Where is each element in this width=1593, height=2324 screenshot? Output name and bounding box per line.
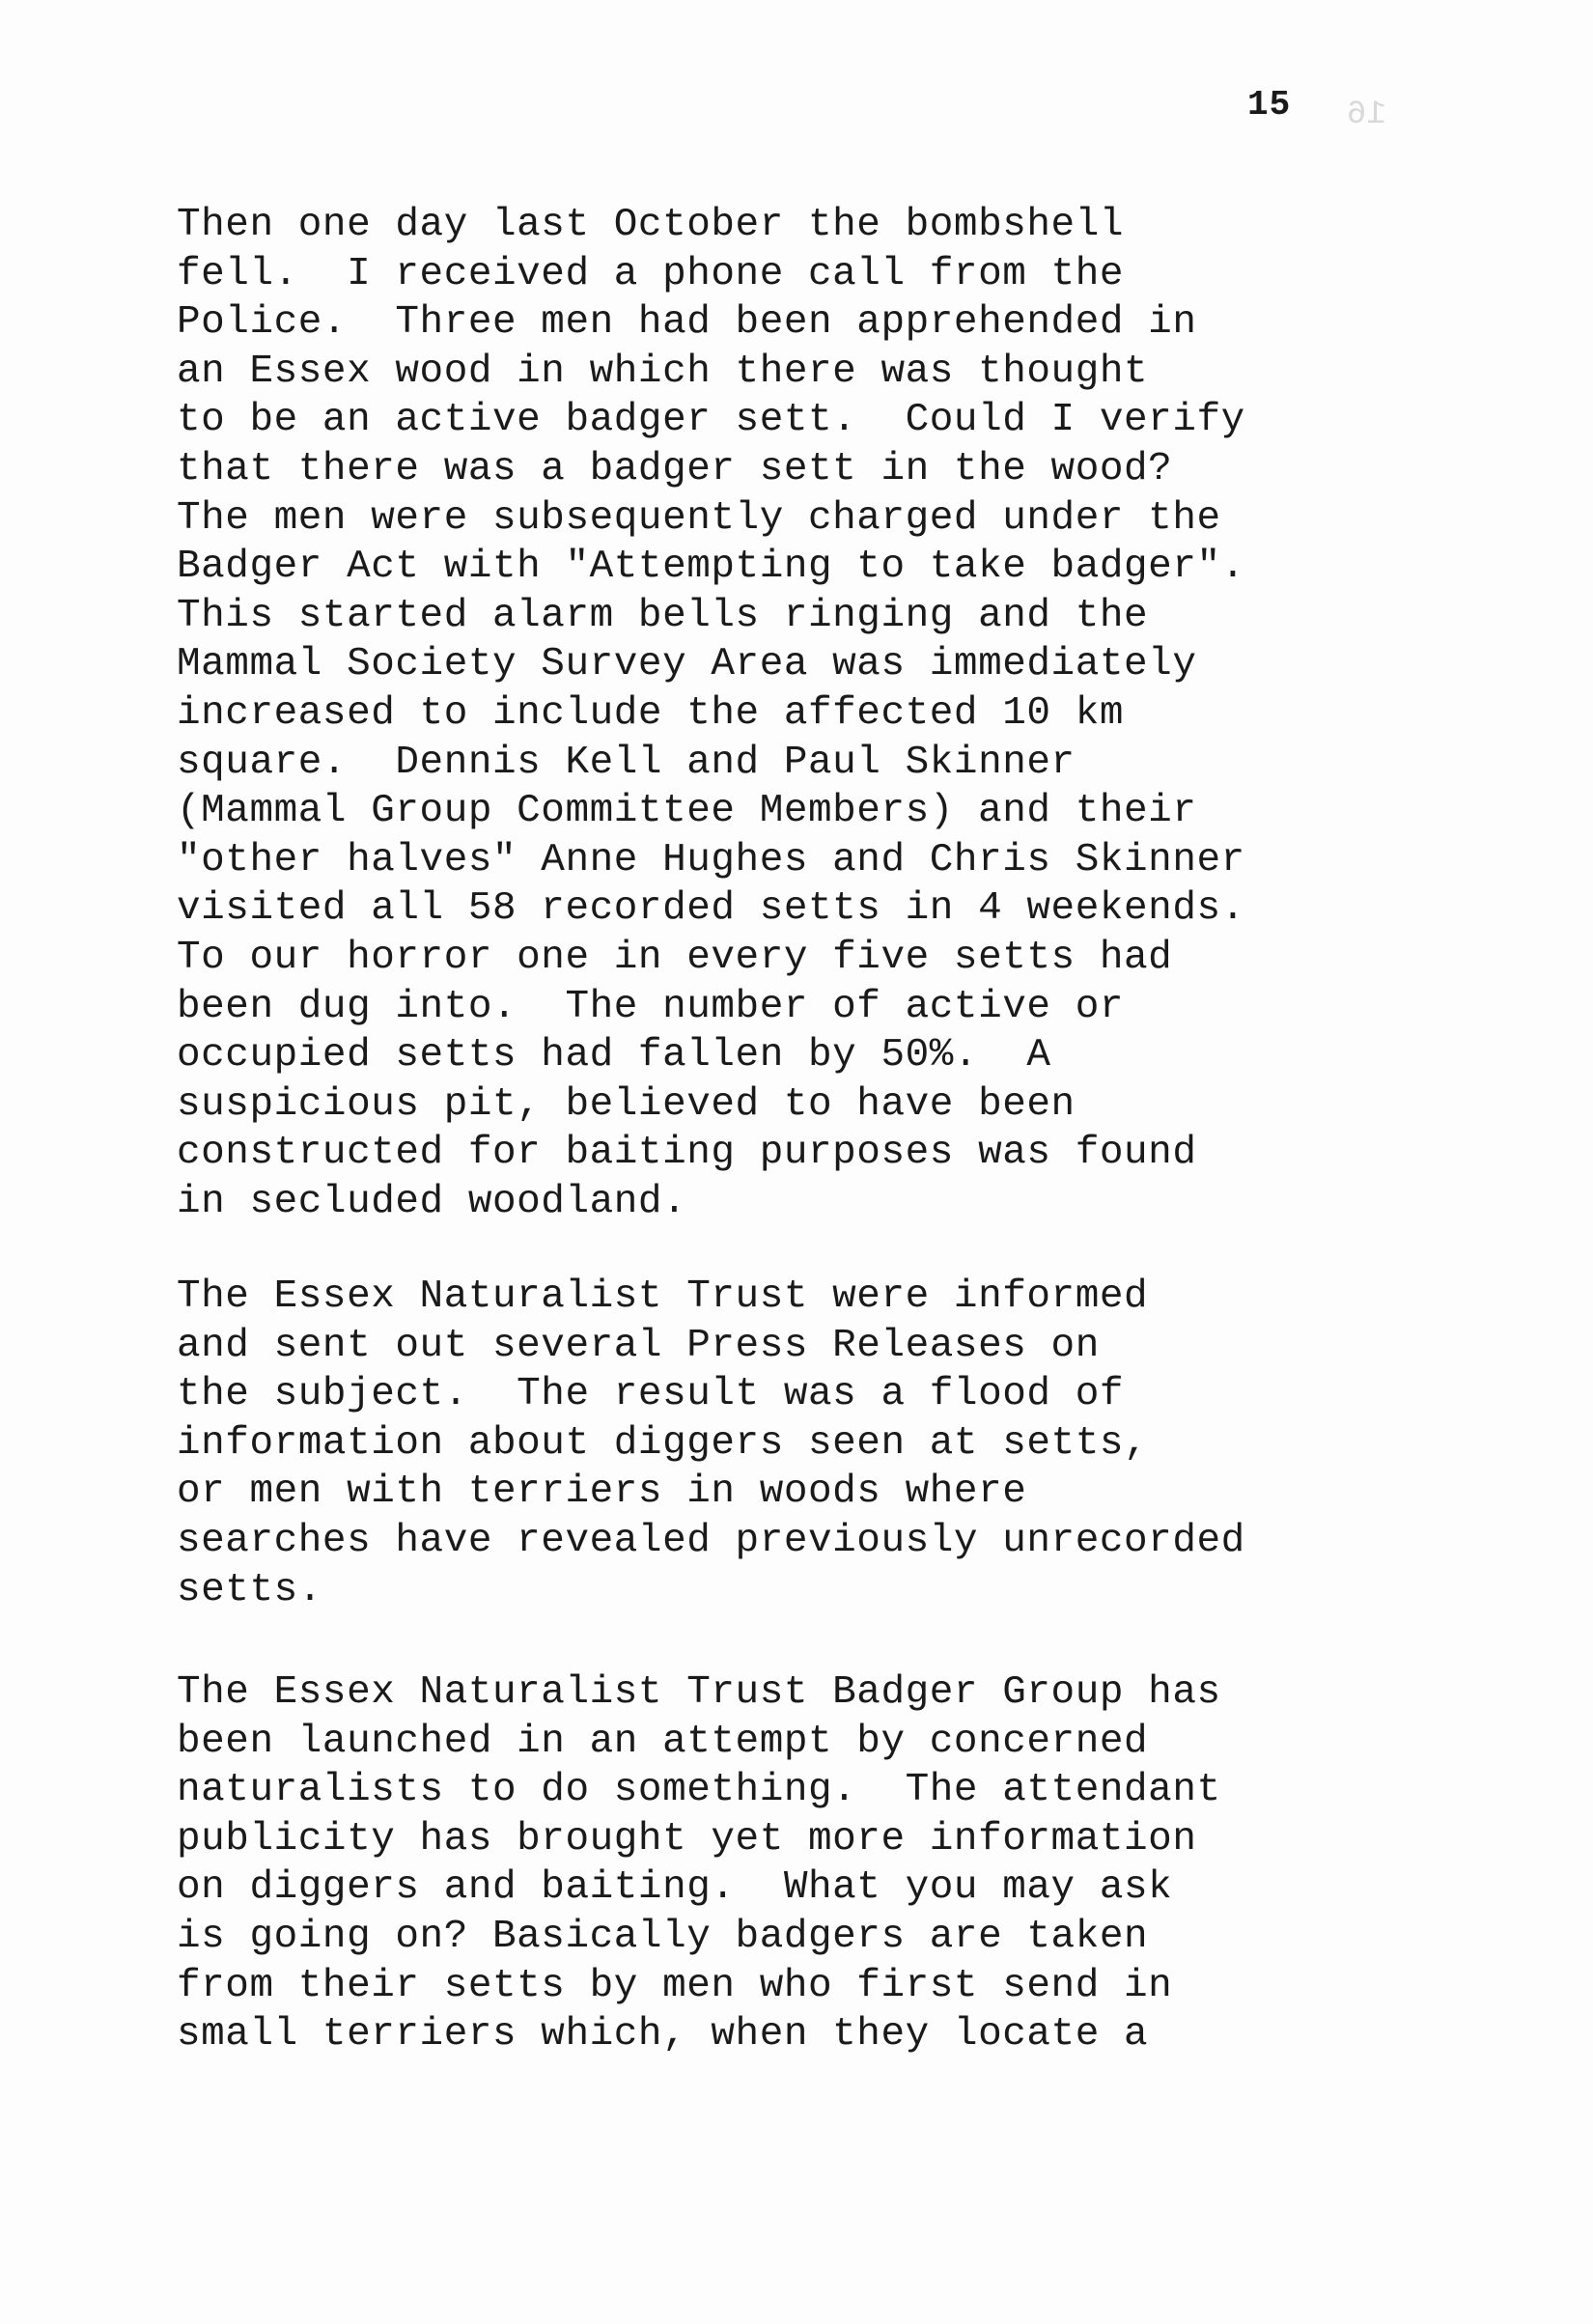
text-line: to be an active badger sett. Could I verify bbox=[177, 398, 1245, 443]
text-line: occupied setts had fallen by 50%. A bbox=[177, 1033, 1051, 1078]
text-line: been dug into. The number of active or bbox=[177, 984, 1125, 1029]
text-line: publicity has brought yet more information bbox=[177, 1816, 1197, 1862]
text-line: square. Dennis Kell and Paul Skinner bbox=[177, 740, 1076, 785]
text-line: the subject. The result was a flood of bbox=[177, 1372, 1125, 1417]
text-line: To our horror one in every five setts had bbox=[177, 935, 1173, 980]
text-line: in secluded woodland. bbox=[177, 1179, 687, 1224]
text-line: "other halves" Anne Hughes and Chris Skinner bbox=[177, 837, 1245, 882]
text-line: constructed for baiting purposes was found bbox=[177, 1131, 1197, 1176]
text-line: (Mammal Group Committee Members) and their bbox=[177, 789, 1197, 834]
text-line: fell. I received a phone call from the bbox=[177, 251, 1125, 296]
show-through-page-number: 16 bbox=[1347, 97, 1386, 133]
text-line: on diggers and baiting. What you may ask bbox=[177, 1865, 1173, 1911]
text-line: or men with terriers in woods where bbox=[177, 1470, 1027, 1515]
text-line: information about diggers seen at setts, bbox=[177, 1420, 1149, 1466]
paragraph-2 bbox=[177, 1273, 1461, 1614]
text-line: from their setts by men who first send in bbox=[177, 1963, 1173, 2008]
text-line: This started alarm bells ringing and the bbox=[177, 593, 1149, 638]
page-number: 15 bbox=[1247, 85, 1292, 125]
text-line: setts. bbox=[177, 1567, 322, 1612]
text-line: The men were subsequently charged under the bbox=[177, 495, 1221, 541]
text-line: The Essex Naturalist Trust Badger Group has bbox=[177, 1670, 1221, 1715]
paragraph-3 bbox=[177, 1668, 1461, 2059]
text-line: been launched in an attempt by concerned bbox=[177, 1719, 1149, 1764]
paragraph-1 bbox=[177, 201, 1461, 1226]
text-line: increased to include the affected 10 km bbox=[177, 690, 1125, 736]
text-line: searches have revealed previously unrecorded bbox=[177, 1518, 1245, 1563]
text-line: Then one day last October the bombshell bbox=[177, 203, 1125, 247]
text-line: suspicious pit, believed to have been bbox=[177, 1081, 1076, 1127]
text-line: Mammal Society Survey Area was immediately bbox=[177, 642, 1197, 687]
text-line: Badger Act with "Attempting to take badger". bbox=[177, 545, 1245, 590]
text-line: that there was a badger sett in the wood? bbox=[177, 446, 1173, 491]
text-line: Police. Three men had been apprehended in bbox=[177, 300, 1197, 346]
text-line: an Essex wood in which there was thought bbox=[177, 349, 1149, 394]
text-line: visited all 58 recorded setts in 4 weekends. bbox=[177, 886, 1245, 932]
text-line: is going on? Basically badgers are taken bbox=[177, 1914, 1149, 1959]
text-line: and sent out several Press Releases on bbox=[177, 1323, 1100, 1368]
text-line: naturalists to do something. The attendant bbox=[177, 1768, 1221, 1813]
text-line: The Essex Naturalist Trust were informed bbox=[177, 1274, 1149, 1319]
text-line: small terriers which, when they locate a bbox=[177, 2012, 1149, 2058]
